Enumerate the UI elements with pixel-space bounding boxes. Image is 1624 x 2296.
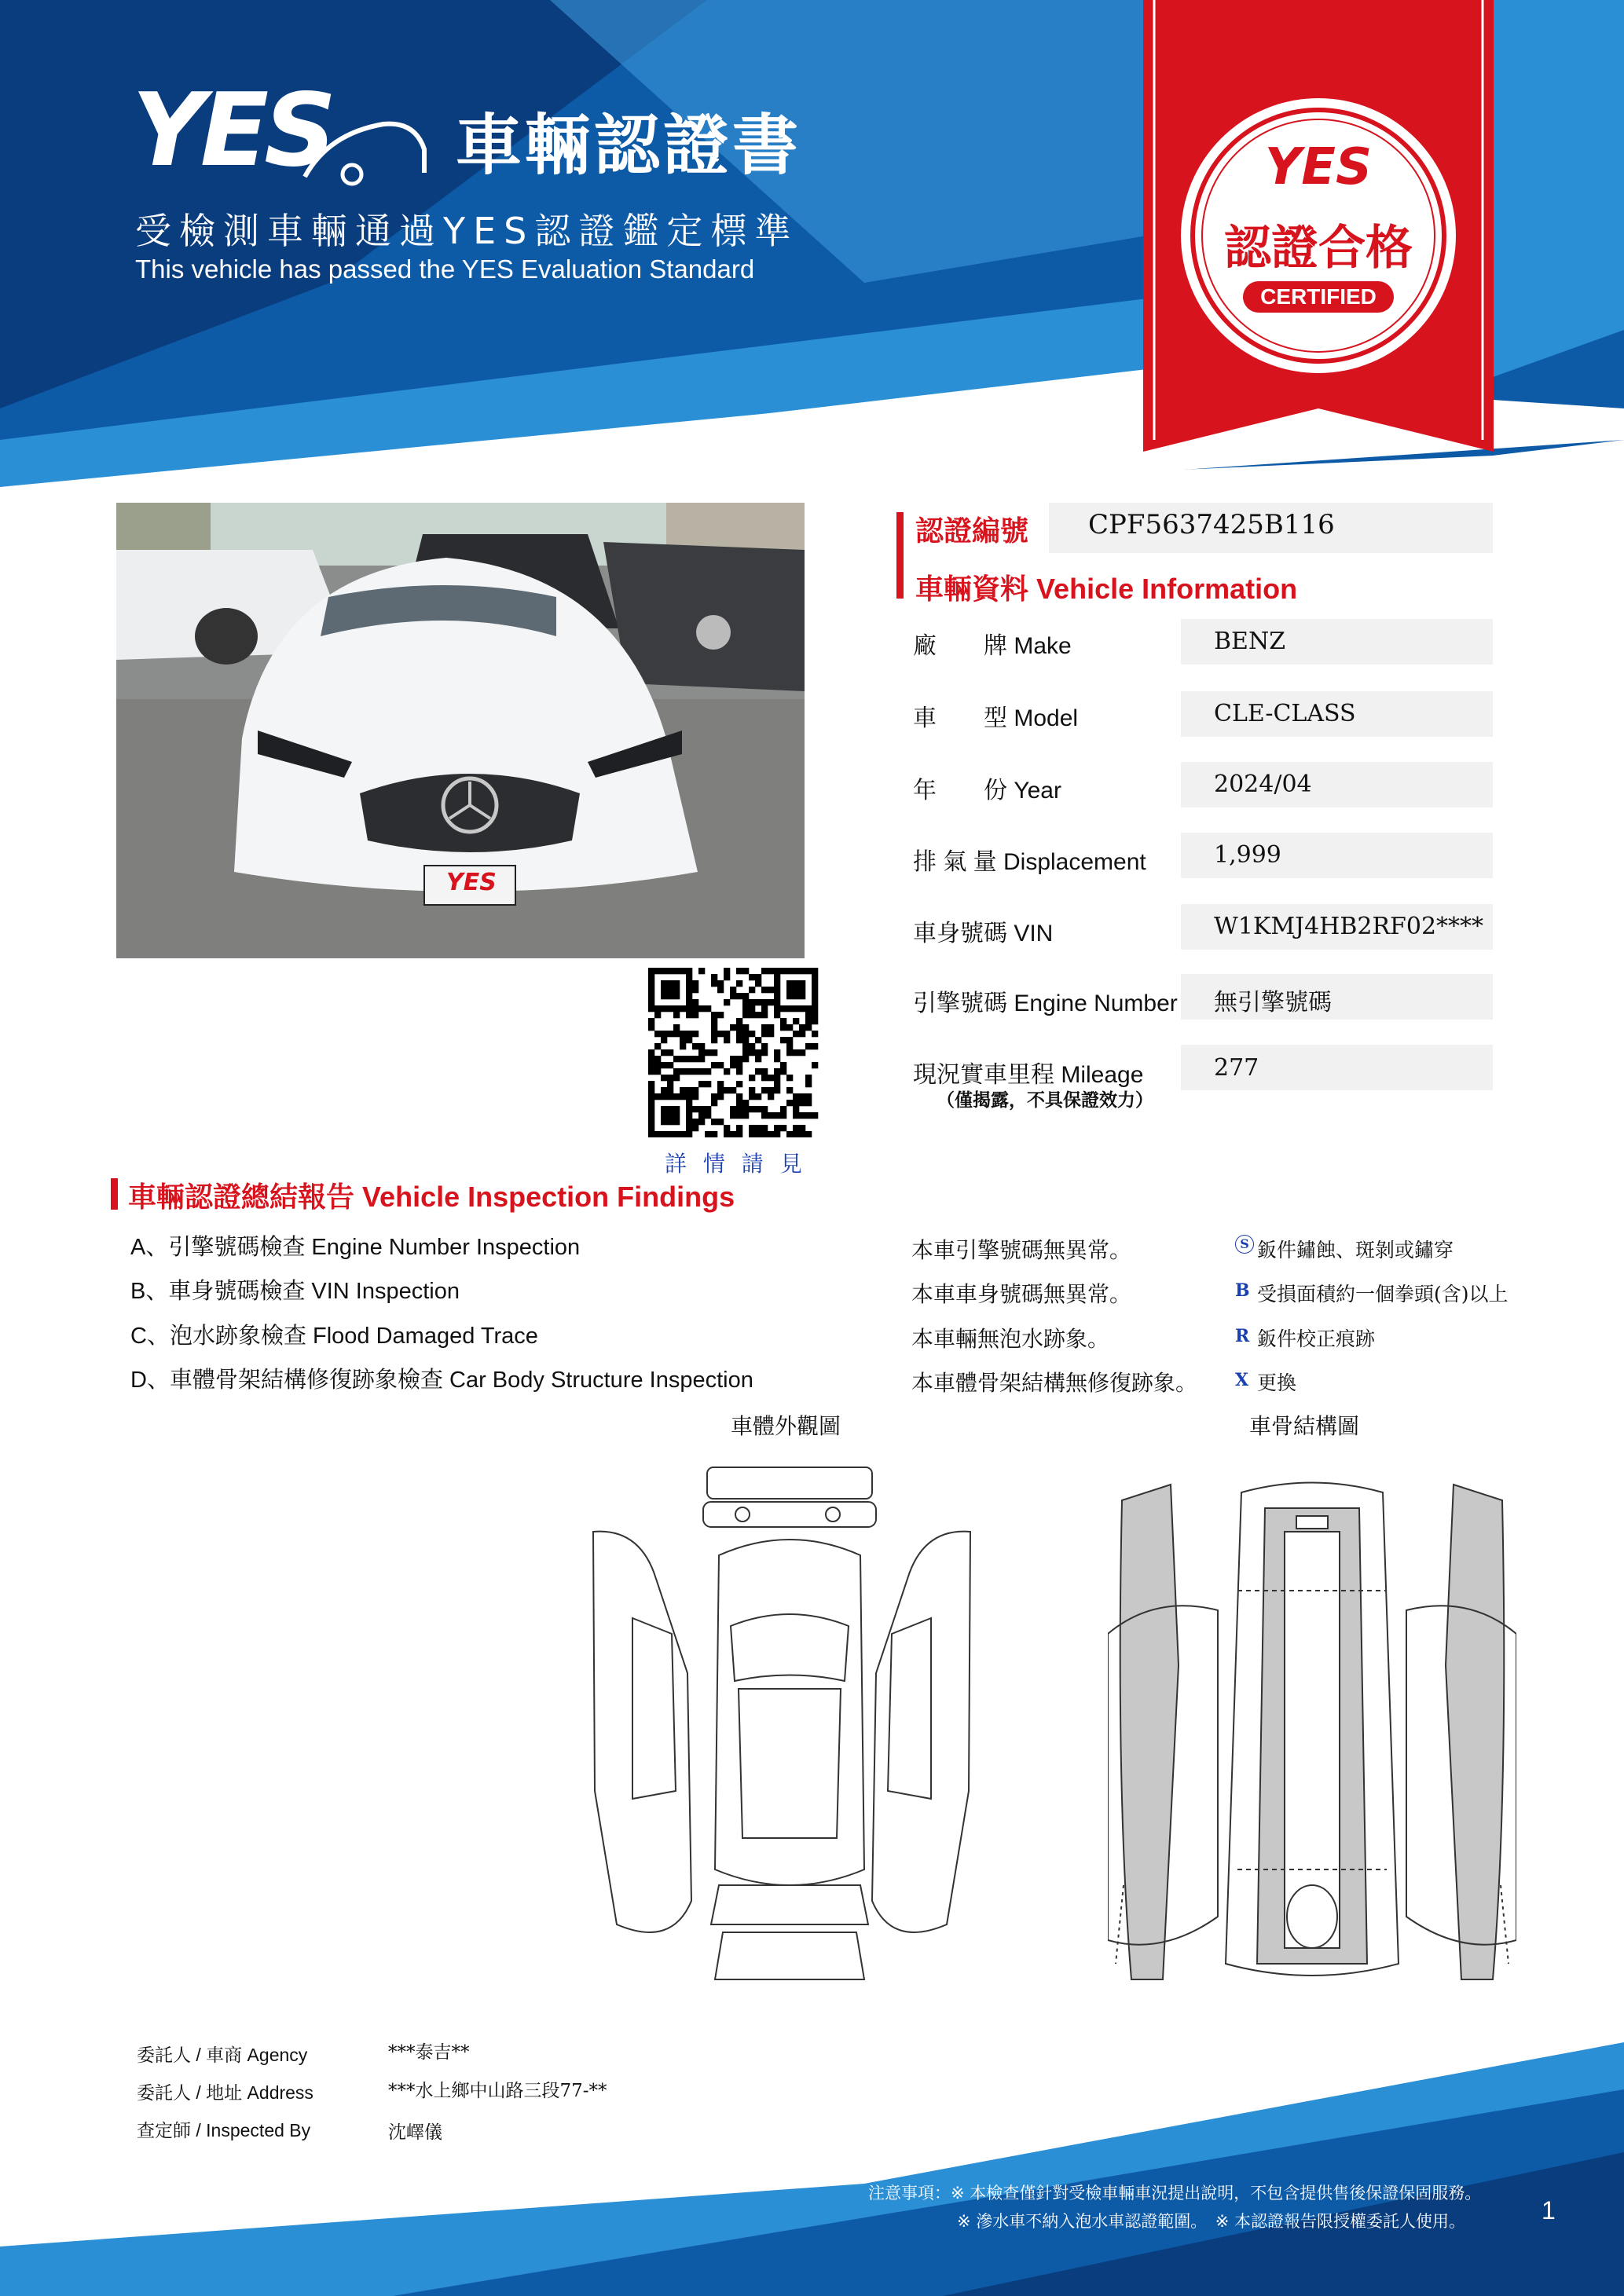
finding-b-result: 本車車身號碼無異常。 [911, 1281, 1132, 1307]
findings-title [128, 1175, 735, 1215]
finding-c-result: 本車輛無泡水跡象。 [911, 1326, 1110, 1352]
qr-code[interactable] [648, 968, 821, 1137]
yes-logo [132, 72, 423, 190]
car-swoosh-icon [297, 102, 431, 189]
year-label: 年 份 Year [913, 778, 1061, 804]
finding-a-result: 本車引擎號碼無異常。 [911, 1237, 1132, 1263]
vin-value: W1KMJ4HB2RF02**** [1214, 913, 1484, 940]
notice-line-1: 注意事項：※ 本檢查僅針對受檢車輛車況提出說明，不包含提供售後保證保固服務。 [868, 2184, 1482, 2203]
finding-a-label: A、引擎號碼檢查 Engine Number Inspection [130, 1235, 581, 1260]
certificate-title: 車輛認證書 [456, 107, 802, 184]
frame-diagram [1108, 1477, 1516, 1987]
findings-marker [111, 1178, 118, 1210]
page-number: 1 [1542, 2196, 1556, 2225]
legend-b-text: 受損面積約一個拳頭(含)以上 [1257, 1283, 1509, 1305]
agency-value: ***泰吉** [388, 2042, 470, 2063]
displacement-label: 排 氣 量 Displacement [913, 849, 1146, 875]
mileage-label: 現況實車里程 Mileage [913, 1062, 1144, 1088]
make-value: BENZ [1214, 628, 1286, 655]
footer-background [0, 2042, 1624, 2296]
findings-title-zh: 車輛認證總結報告 [128, 1181, 355, 1213]
engine-number-label: 引擎號碼 Engine Number [913, 991, 1178, 1016]
cert-number-value: CPF5637425B116 [1088, 509, 1335, 540]
cert-number-label: 認證編號 [915, 514, 1029, 547]
notice-line-2: ※ 滲水車不納入泡水車認證範圍。 ※ 本認證報告限授權委託人使用。 [957, 2212, 1466, 2231]
frame-diagram-title: 車骨結構圖 [1249, 1413, 1360, 1439]
vehicle-info-title-en: Vehicle Information [1036, 573, 1298, 605]
findings-title-en: Vehicle Inspection Findings [362, 1181, 735, 1213]
exterior-diagram-title: 車體外觀圖 [731, 1413, 841, 1439]
subtitle-zh: 受檢測車輛通過YES認證鑑定標準 [135, 210, 799, 252]
subtitle-en: This vehicle has passed the YES Evaluation Standard [135, 255, 755, 284]
badge-sub-text: CERTIFIED [1243, 281, 1394, 313]
address-value: ***水上鄉中山路三段77-** [388, 2081, 607, 2101]
address-label: 委託人 / 地址 Address [137, 2082, 313, 2103]
badge-main-text: 認證合格 [1224, 221, 1413, 276]
cert-number-marker [896, 512, 904, 599]
vehicle-info-title-zh: 車輛資料 [915, 573, 1029, 605]
legend-s-symbol: S [1235, 1235, 1254, 1254]
legend-b-symbol: B [1235, 1280, 1250, 1301]
finding-b-label: B、車身號碼檢查 VIN Inspection [130, 1279, 460, 1304]
legend-r-text: 鈑件校正痕跡 [1257, 1327, 1376, 1350]
year-value: 2024/04 [1214, 771, 1312, 798]
finding-c-label: C、泡水跡象檢查 Flood Damaged Trace [130, 1324, 538, 1349]
vin-label: 車身號碼 VIN [913, 921, 1054, 947]
legend-x-text: 更換 [1257, 1371, 1297, 1394]
exterior-diagram [585, 1461, 978, 2003]
badge-logo: YES [1264, 138, 1373, 196]
legend-r-symbol: R [1235, 1326, 1250, 1346]
plate-logo: YES [446, 869, 497, 896]
agency-label: 委託人 / 車商 Agency [137, 2045, 308, 2065]
mileage-value: 277 [1214, 1054, 1259, 1082]
legend-s-text: 鈑件鏽蝕、斑剝或鏽穿 [1257, 1239, 1454, 1262]
make-label: 廠 牌 Make [913, 633, 1072, 659]
finding-d-label: D、車體骨架結構修復跡象檢查 Car Body Structure Inspection [130, 1368, 753, 1393]
legend-x-symbol: X [1235, 1370, 1249, 1390]
engine-number-value: 無引擎號碼 [1214, 989, 1332, 1016]
inspector-value: 沈嶧儀 [388, 2122, 442, 2143]
mileage-note: （僅揭露，不具保證效力） [937, 1090, 1153, 1111]
displacement-value: 1,999 [1214, 841, 1281, 869]
qr-caption: 詳 情 請 見 [665, 1151, 807, 1177]
vehicle-info-title [915, 567, 1297, 607]
model-label: 車 型 Model [913, 705, 1079, 731]
finding-d-result: 本車體骨架結構無修復跡象。 [911, 1370, 1198, 1396]
inspector-label: 查定師 / Inspected By [137, 2120, 311, 2140]
vehicle-photo [116, 503, 805, 958]
model-value: CLE-CLASS [1214, 700, 1356, 727]
yes-logo-text: YES [132, 72, 332, 189]
